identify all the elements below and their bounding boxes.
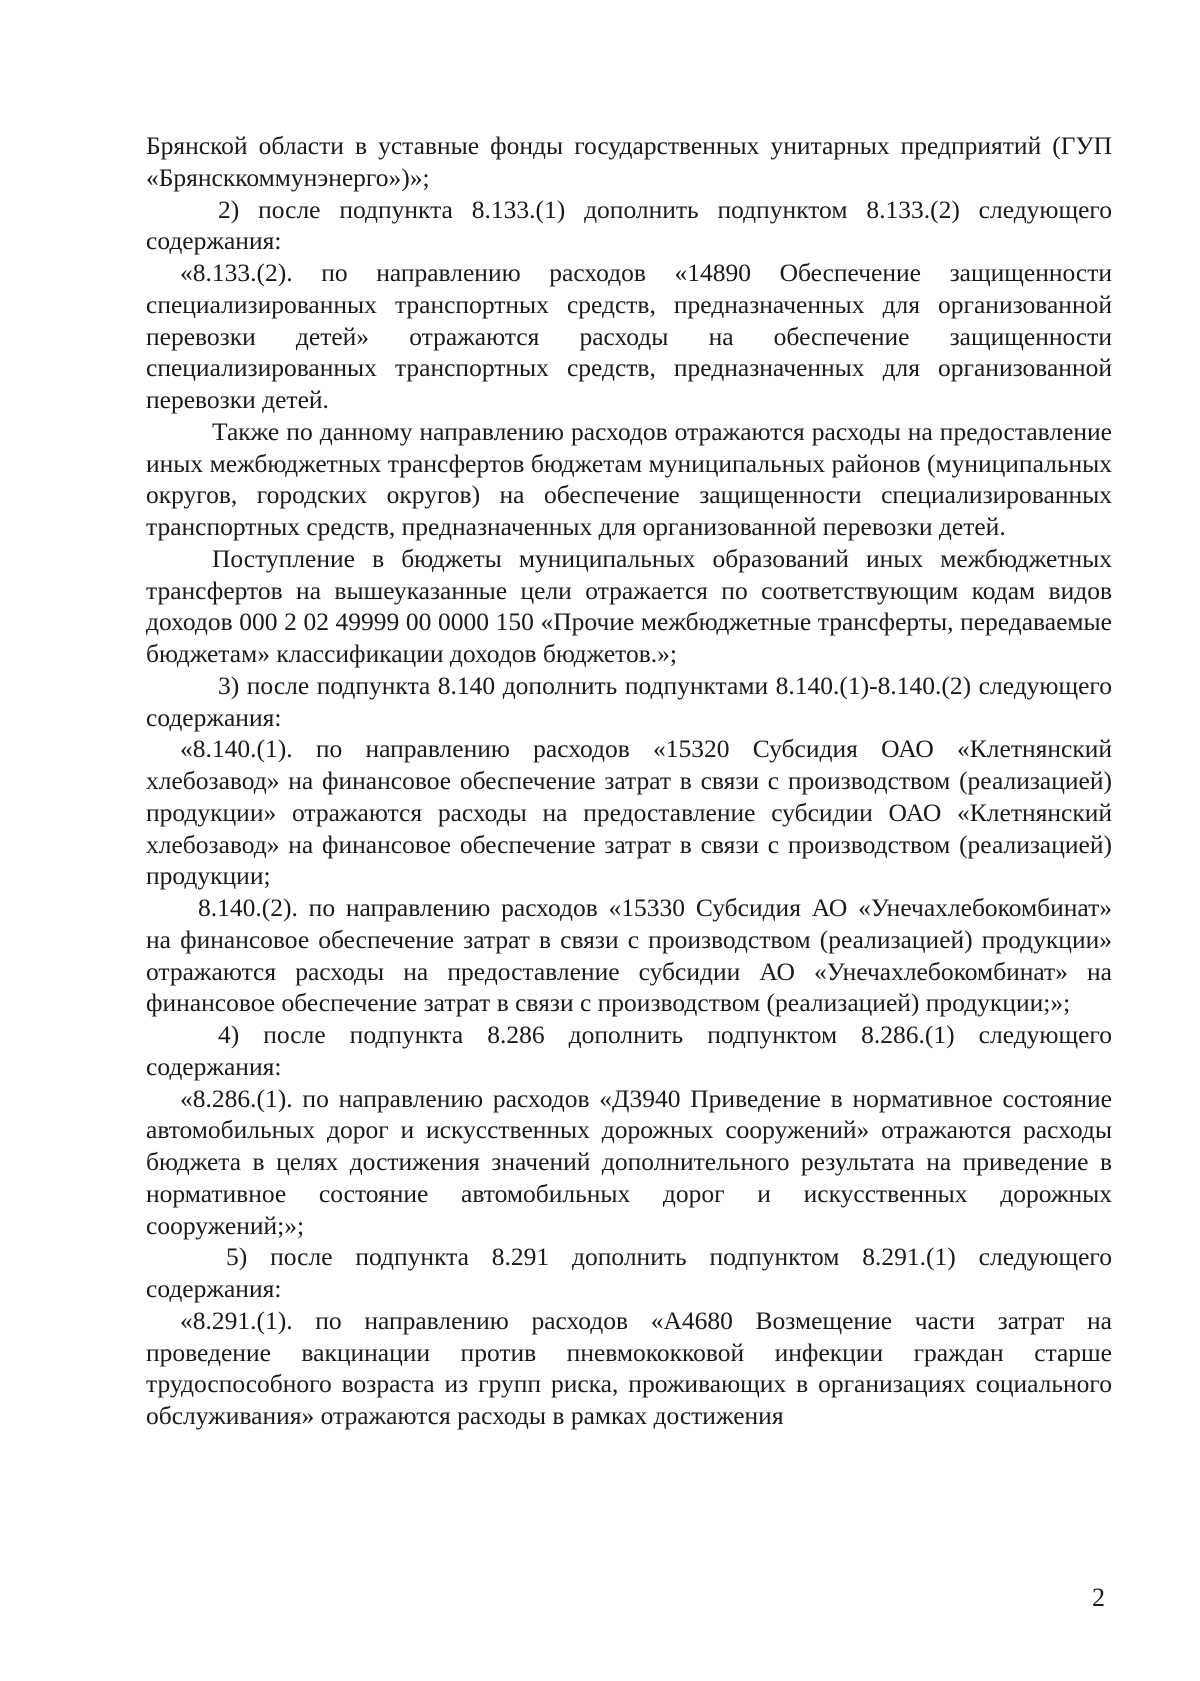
paragraph-3: «8.133.(2). по направлению расходов «14890 Обеспечение защищенности специализированных транспортных средств, предназначенных для организованной перевозки детей» отражаются расходы на обеспечение защищенности специализированных транспортных средств, предназначенных для организованной перевозки детей. (146, 258, 1112, 414)
paragraph-5: Поступление в бюджеты муниципальных образований иных межбюджетных трансфертов на вышеуказанные цели отражается по соответствующим кодам видов доходов 000 2 02 49999 00 0000 150 «Прочие межбюджетные трансферты, передаваемые бюджетам» классификации доходов бюджетов.»; (146, 543, 1112, 668)
paragraph-2: 2) после подпункта 8.133.(1) дополнить подпунктом 8.133.(2) следующего содержания: (146, 194, 1112, 256)
document-body (146, 130, 1112, 1432)
page-number: 2 (1092, 1583, 1105, 1612)
paragraph-12: «8.291.(1). по направлению расходов «А4680 Возмещение части затрат на проведение вакцинации против пневмококковой инфекции граждан старше трудоспособного возраста из групп риска, проживающих в организациях социального обслуживания» отражаются расходы в рамках достижения (146, 1305, 1112, 1430)
paragraph-1: Брянской области в уставные фонды государственных унитарных предприятий (ГУП «Брянсккоммунэнерго»)»; (146, 131, 1112, 192)
paragraph-10: «8.286.(1). по направлению расходов «Д3940 Приведение в нормативное состояние автомобильных дорог и искусственных дорожных сооружений» отражаются расходы бюджета в целях достижения значений дополнительного результата на приведение в нормативное состояние автомобильных дорог и искусственных дорожных сооружений;»; (146, 1083, 1112, 1240)
paragraph-4: Также по данному направлению расходов отражаются расходы на предоставление иных межбюджетных трансфертов бюджетам муниципальных районов (муниципальных округов, городских округов) на обеспечение защищенности специализированных транспортных средств, предназначенных для организованной перевозки детей. (146, 416, 1112, 541)
paragraph-9: 4) после подпункта 8.286 дополнить подпунктом 8.286.(1) следующего содержания: (146, 1020, 1112, 1081)
paragraph-8: 8.140.(2). по направлению расходов «15330 Субсидия АО «Унечахлебокомбинат» на финансовое обеспечение затрат в связи с производством (реализацией) продукции» отражаются расходы на предоставление субсидии АО «Унечахлебокомбинат» на финансовое обеспечение затрат в связи с производством (реализацией) продукции;»; (146, 893, 1112, 1018)
paragraph-11: 5) после подпункта 8.291 дополнить подпунктом 8.291.(1) следующего содержания: (146, 1242, 1112, 1303)
paragraph-7: «8.140.(1). по направлению расходов «15320 Субсидия ОАО «Клетнянский хлебозавод» на финансовое обеспечение затрат в связи с производством (реализацией) продукции» отражаются расходы на предоставление субсидии ОАО «Клетнянский хлебозавод» на финансовое обеспечение затрат в связи с производством (реализацией) продукции; (146, 734, 1112, 891)
paragraph-6: 3) после подпункта 8.140 дополнить подпунктами 8.140.(1)-8.140.(2) следующего содержания: (146, 670, 1112, 732)
